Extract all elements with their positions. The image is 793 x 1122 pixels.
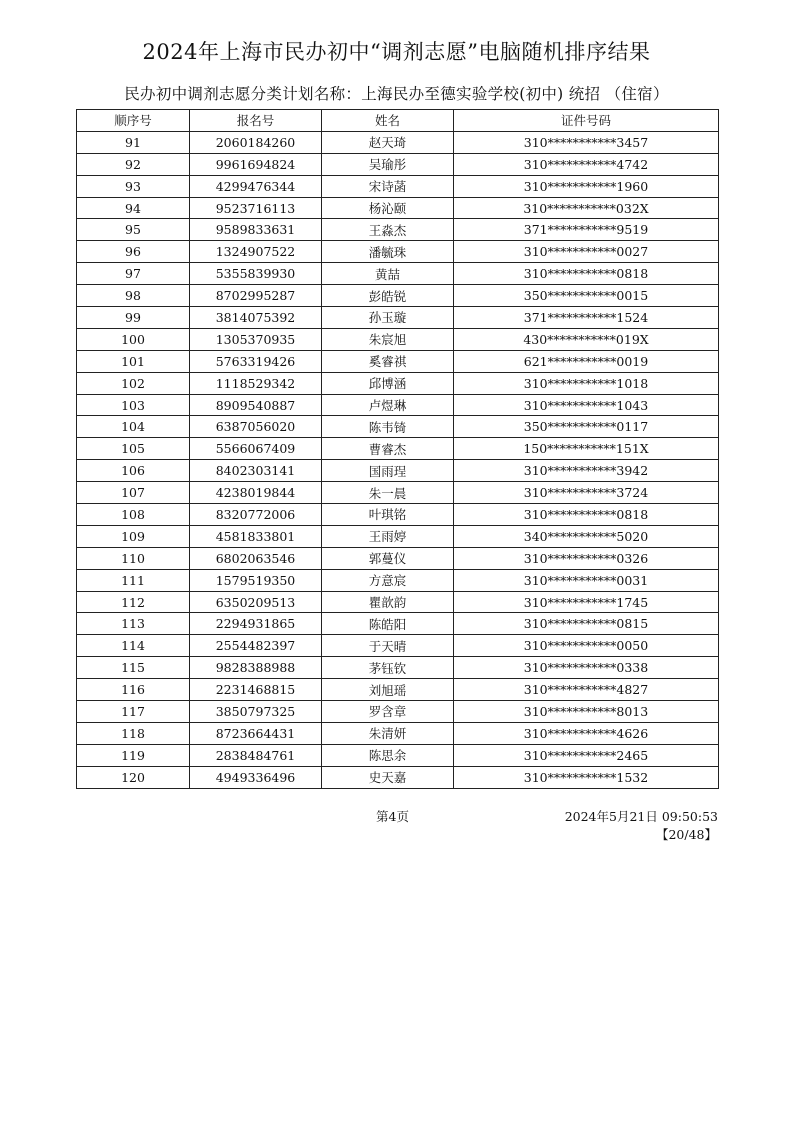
cell-sequence: 110: [77, 547, 190, 569]
cell-sequence: 96: [77, 241, 190, 263]
cell-registration-no: 8723664431: [190, 722, 322, 744]
cell-sequence: 109: [77, 525, 190, 547]
cell-name: 叶琪铭: [322, 504, 454, 526]
table-row: [77, 328, 719, 350]
cell-registration-no: 1579519350: [190, 569, 322, 591]
cell-id-number: 310***********0027: [454, 241, 719, 263]
cell-sequence: 93: [77, 175, 190, 197]
cell-registration-no: 2294931865: [190, 613, 322, 635]
cell-registration-no: 9589833631: [190, 219, 322, 241]
cell-name: 朱宸旭: [322, 328, 454, 350]
cell-registration-no: 1118529342: [190, 372, 322, 394]
cell-name: 赵天琦: [322, 131, 454, 153]
cell-name: 朱清妍: [322, 722, 454, 744]
cell-sequence: 98: [77, 285, 190, 307]
cell-name: 朱一晨: [322, 482, 454, 504]
column-header-name: 姓名: [322, 110, 454, 132]
cell-registration-no: 4299476344: [190, 175, 322, 197]
cell-sequence: 113: [77, 613, 190, 635]
table-row: [77, 197, 719, 219]
cell-name: 宋诗菡: [322, 175, 454, 197]
table-row: [77, 131, 719, 153]
cell-registration-no: 5355839930: [190, 263, 322, 285]
table-row: [77, 657, 719, 679]
cell-sequence: 111: [77, 569, 190, 591]
cell-name: 陈思余: [322, 744, 454, 766]
table-row: [77, 679, 719, 701]
page-count: 【20/48】: [655, 827, 717, 842]
cell-id-number: 310***********1043: [454, 394, 719, 416]
cell-id-number: 310***********0815: [454, 613, 719, 635]
cell-sequence: 103: [77, 394, 190, 416]
cell-id-number: 350***********0015: [454, 285, 719, 307]
table-row: [77, 504, 719, 526]
cell-sequence: 112: [77, 591, 190, 613]
table-row: [77, 307, 719, 329]
cell-id-number: 350***********0117: [454, 416, 719, 438]
lottery-result-table: [76, 109, 719, 789]
cell-sequence: 102: [77, 372, 190, 394]
cell-name: 陈韦锜: [322, 416, 454, 438]
table-row: [77, 482, 719, 504]
table-row: [77, 722, 719, 744]
cell-name: 于天晴: [322, 635, 454, 657]
cell-registration-no: 2060184260: [190, 131, 322, 153]
cell-sequence: 118: [77, 722, 190, 744]
table-row: [77, 701, 719, 723]
cell-sequence: 115: [77, 657, 190, 679]
cell-id-number: 310***********1532: [454, 766, 719, 788]
cell-name: 黄喆: [322, 263, 454, 285]
cell-sequence: 120: [77, 766, 190, 788]
cell-name: 彭皓锐: [322, 285, 454, 307]
cell-registration-no: 5566067409: [190, 438, 322, 460]
cell-registration-no: 3814075392: [190, 307, 322, 329]
cell-id-number: 310***********0818: [454, 263, 719, 285]
cell-id-number: 310***********0031: [454, 569, 719, 591]
cell-sequence: 95: [77, 219, 190, 241]
table-row: [77, 547, 719, 569]
cell-registration-no: 6387056020: [190, 416, 322, 438]
cell-name: 瞿歆韵: [322, 591, 454, 613]
cell-registration-no: 5763319426: [190, 350, 322, 372]
cell-registration-no: 9961694824: [190, 153, 322, 175]
cell-id-number: 310***********0818: [454, 504, 719, 526]
cell-name: 罗含章: [322, 701, 454, 723]
table-row: [77, 460, 719, 482]
cell-registration-no: 4949336496: [190, 766, 322, 788]
cell-sequence: 105: [77, 438, 190, 460]
table-row: [77, 175, 719, 197]
table-body: [77, 131, 719, 788]
column-header-id-number: 证件号码: [454, 110, 719, 132]
cell-registration-no: 1305370935: [190, 328, 322, 350]
table-row: [77, 613, 719, 635]
cell-id-number: 310***********4742: [454, 153, 719, 175]
cell-sequence: 97: [77, 263, 190, 285]
document-title: 2024年上海市民办初中“调剂志愿”电脑随机排序结果: [142, 40, 651, 64]
cell-id-number: 310***********2465: [454, 744, 719, 766]
cell-name: 陈皓阳: [322, 613, 454, 635]
cell-sequence: 100: [77, 328, 190, 350]
table-row: [77, 635, 719, 657]
cell-registration-no: 8702995287: [190, 285, 322, 307]
table-row: [77, 285, 719, 307]
cell-name: 国雨珵: [322, 460, 454, 482]
cell-sequence: 116: [77, 679, 190, 701]
table-row: [77, 591, 719, 613]
cell-registration-no: 3850797325: [190, 701, 322, 723]
table-row: [77, 438, 719, 460]
cell-sequence: 101: [77, 350, 190, 372]
table-row: [77, 394, 719, 416]
cell-id-number: 310***********1018: [454, 372, 719, 394]
cell-id-number: 310***********0050: [454, 635, 719, 657]
cell-name: 郭蔓仪: [322, 547, 454, 569]
cell-sequence: 91: [77, 131, 190, 153]
table-row: [77, 416, 719, 438]
cell-id-number: 310***********8013: [454, 701, 719, 723]
cell-name: 史天嘉: [322, 766, 454, 788]
cell-id-number: 371***********1524: [454, 307, 719, 329]
cell-registration-no: 8320772006: [190, 504, 322, 526]
cell-sequence: 108: [77, 504, 190, 526]
cell-name: 曹睿杰: [322, 438, 454, 460]
table-row: [77, 350, 719, 372]
cell-registration-no: 4581833801: [190, 525, 322, 547]
cell-name: 茅钰钦: [322, 657, 454, 679]
page-number: 第4页: [376, 809, 409, 824]
cell-registration-no: 9523716113: [190, 197, 322, 219]
cell-registration-no: 4238019844: [190, 482, 322, 504]
cell-sequence: 117: [77, 701, 190, 723]
table-row: [77, 263, 719, 285]
cell-registration-no: 2554482397: [190, 635, 322, 657]
cell-registration-no: 8909540887: [190, 394, 322, 416]
cell-id-number: 310***********4626: [454, 722, 719, 744]
cell-id-number: 310***********1960: [454, 175, 719, 197]
cell-name: 卢煜琳: [322, 394, 454, 416]
table-row: [77, 241, 719, 263]
print-datetime: 2024年5月21日 09:50:53: [564, 809, 718, 824]
cell-sequence: 99: [77, 307, 190, 329]
table-row: [77, 569, 719, 591]
table-row: [77, 219, 719, 241]
cell-id-number: 310***********3724: [454, 482, 719, 504]
table-row: [77, 372, 719, 394]
cell-registration-no: 8402303141: [190, 460, 322, 482]
plan-name-subtitle: 民办初中调剂志愿分类计划名称：上海民办至德实验学校(初中) 统招 （住宿）: [124, 85, 669, 103]
cell-name: 方意宸: [322, 569, 454, 591]
cell-id-number: 621***********0019: [454, 350, 719, 372]
cell-sequence: 104: [77, 416, 190, 438]
cell-id-number: 150***********151X: [454, 438, 719, 460]
cell-registration-no: 6802063546: [190, 547, 322, 569]
table-row: [77, 766, 719, 788]
table-row: [77, 744, 719, 766]
table-header-row: [77, 110, 719, 132]
cell-name: 杨沁颐: [322, 197, 454, 219]
cell-registration-no: 2231468815: [190, 679, 322, 701]
cell-registration-no: 1324907522: [190, 241, 322, 263]
cell-id-number: 310***********032X: [454, 197, 719, 219]
cell-id-number: 310***********0338: [454, 657, 719, 679]
cell-id-number: 340***********5020: [454, 525, 719, 547]
column-header-registration-no: 报名号: [190, 110, 322, 132]
cell-id-number: 310***********1745: [454, 591, 719, 613]
cell-sequence: 92: [77, 153, 190, 175]
cell-registration-no: 9828388988: [190, 657, 322, 679]
cell-id-number: 310***********3942: [454, 460, 719, 482]
cell-sequence: 107: [77, 482, 190, 504]
cell-registration-no: 6350209513: [190, 591, 322, 613]
cell-id-number: 310***********0326: [454, 547, 719, 569]
cell-sequence: 94: [77, 197, 190, 219]
cell-id-number: 310***********3457: [454, 131, 719, 153]
cell-sequence: 114: [77, 635, 190, 657]
cell-id-number: 310***********4827: [454, 679, 719, 701]
cell-name: 王雨婷: [322, 525, 454, 547]
column-header-sequence: 顺序号: [77, 110, 190, 132]
cell-sequence: 106: [77, 460, 190, 482]
cell-name: 潘毓珠: [322, 241, 454, 263]
cell-name: 刘旭瑶: [322, 679, 454, 701]
table-row: [77, 153, 719, 175]
cell-name: 奚睿祺: [322, 350, 454, 372]
table-row: [77, 525, 719, 547]
cell-name: 孙玉璇: [322, 307, 454, 329]
cell-name: 吴瑜彤: [322, 153, 454, 175]
cell-registration-no: 2838484761: [190, 744, 322, 766]
cell-id-number: 371***********9519: [454, 219, 719, 241]
cell-name: 邱博涵: [322, 372, 454, 394]
cell-name: 王淼杰: [322, 219, 454, 241]
cell-id-number: 430***********019X: [454, 328, 719, 350]
cell-sequence: 119: [77, 744, 190, 766]
